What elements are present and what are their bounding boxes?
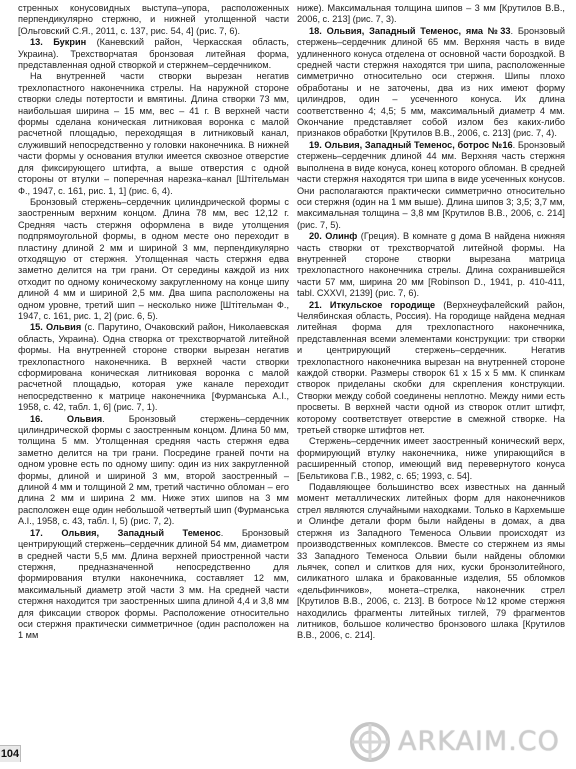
entry-number: 17. [30, 527, 43, 538]
right-paragraph [297, 140, 565, 231]
entry-text: На внутренней части створки вырезан негатив трехлопастного наконечника стрелы. На наружной стороне створки следы потертости и вмятины. Длина створки 73 мм, наибольшая ширина – 15 мм, вес – 41 г. В верхней части формы сделана коническая литниковая воронка с малой расчетной площадью, переходящая в литниковый канал, служивший непосредственно у головки наконечника. В нижней части формы у основания втулки имеется сквозное отверстие для фиксирующего штифта, а выше отверстия с одной стороны от втулки – поперечная нарезка–канал [Штітельман Ф., 1947, с. 161, рис. 1, 1] (рис. 6, 4). [18, 71, 289, 196]
entry-text: Стержень–сердечник имеет заостренный конический верх, формирующий втулку наконечника, ниже упирающийся в расширенный стопор, имеющий вид перевернутого конуса [Бельтикова Г.В., 1982, с. 65; 1993, с. 54]. [297, 436, 565, 481]
right-paragraph [297, 436, 565, 482]
left-paragraph [18, 71, 289, 196]
left-paragraph [18, 37, 289, 71]
entry-text: (с. Парутино, Очаковский район, Николаевская область, Украина). Одна створка от трехстворчатой литейной формы. На внутренней стороне створки вырезан негатив трехлопастного наконечника. В верхней части створки сформирована коническая литниковая воронка с малой расчетной площадью, которая уже канале переходит непосредственно к матрице наконечника [Фурманська А.І., 1958, с. 42, табл. 1, 6] (рис. 7, 1). [18, 322, 289, 413]
right-paragraph [297, 482, 565, 642]
entry-text: (Каневский район, Черкасская область, Украина). Трехстворчатая бронзовая литейная форма, представленная одной створкой и стержнем–сердечником. [18, 37, 289, 71]
entry-number: 16. [30, 413, 43, 424]
right-paragraph [297, 300, 565, 437]
left-paragraph [18, 3, 289, 37]
entry-title: Иткульское городище [329, 299, 436, 310]
entry-title: Ольвия [66, 413, 103, 424]
entry-title: Букрин [53, 37, 87, 48]
watermark [348, 720, 570, 764]
watermark-text: ARKAIM.CO [398, 726, 560, 757]
entry-number: 19. [309, 139, 322, 150]
entry-number: 13. [30, 37, 43, 48]
left-text-column [18, 3, 289, 742]
entry-text: (Греция). В комнате g дома B найдена нижняя часть створки от трехстворчатой литейной формы. На внутренней стороне створки вырезана матрица трехлопастного наконечника стрелы. Длина сохранившейся части 57 мм, ширина 20 мм [Robinson D., 1941, p. 410-411, tabl. CXXVI, 2139] (рис. 7, 6). [297, 231, 565, 299]
entry-title: Ольвия, Западный Теменос, яма №33 [326, 25, 511, 36]
entry-title: Ольвия, Западный Теменос, ботрос №16 [324, 139, 513, 150]
right-text-column [297, 3, 565, 742]
entry-title: Ольвия, Западный Теменос [61, 527, 221, 538]
entry-number: 15. [30, 322, 43, 333]
right-paragraph [297, 231, 565, 299]
entry-number: 18. [309, 25, 322, 36]
entry-text: (Верхнеуфалейский район, Челябинская область, Россия). На городище найдена медная литейная форма для трехлопастного наконечника, представленная всеми элементами конструкции: три створки и центрирующий стержень–сердечник. Негатив трехлопастного наконечника вырезан на внутренней стороне каждой створки. Размеры створок 61 х 15 х 5 мм. К спинкам створок приделаны скобки для скрепления конструкции. Створки между собой соединены неплотно. Между ними есть просветы. В верхней части одной из створок отлит штифт, которому соответствует отверстие в смежной створке. На третьей створке штифтов нет. [297, 299, 565, 436]
entry-text: . Бронзовый центрирующий стержень–сердечник длиной 54 мм, диаметром в средней части 5,5 мм. Длина верхней приостренной части стержня, предназначенной непосредственно для формирования втулки наконечника, составляет 12 мм, максимальный диаметр этой части 3 мм. На средней части стержня находится три заостренных шипа длиной 4,4 и 3,8 мм для фиксации створок формы. Расположение относительно оси стержня практически симметричное (один расположен на 1 мм [18, 527, 289, 641]
entry-number: 21. [309, 299, 322, 310]
entry-text: стренных конусовидных выступа–упора, расположенных перпендикулярно стержню, и нижней утолщенной части [Ольговский С.Я., 2011, с. 137, рис. 54, 4] (рис. 7, 6). [18, 3, 289, 36]
left-paragraph [18, 197, 289, 322]
entry-text: ниже). Максимальная толщина шипов – 3 мм [Крутилов В.В., 2006, с. 213] (рис. 7, 3). [297, 3, 565, 25]
entry-title: Олинф [325, 231, 358, 242]
entry-text: Подавляющее большинство всех известных на данный момент металлических литейных форм для наконечников стрел являются случайными находками. Только в Кархемыше и Олинфе детали форм были найдены в домах, а два стержня из Западного Теменоса Ольвии происходят из производственных комплексов. Вместе со стержнем из ямы 33 Западного Теменоса Ольвии были найдены обломки льячек, сопел и слитков для них, куски бронзолитейного, силикатного шлака и бракованные изделия, 55 обломков «дельфинчиков», монета–стрелка, наконечник стрел [Крутилов В.В., 2006, с. 213]. В ботросе №12 кроме стержня находились фрагменты литейных тиглей, 79 фрагментов литников, большое количество бронзового шлака [Крутилов В.В., 2006, с. 214]. [297, 482, 565, 641]
entry-text: . Бронзовый стержень–сердечник длиной 65 мм. Верхняя часть в виде удлиненного конуса отделена от основной части бороздкой. В средней части стержня находятся три шипа, расположенные симметрично относительно оси стержня. Шипы плохо обработаны и не заточены, два из них имеют форму цилиндров, один – усеченного конуса. Их длина соответственно 4; 4,5; 5 мм, максимальный диаметр 4 мм. Окончание представляет собой излом без каких-либо признаков обработки [Крутилов В.В., 2006, с. 213] (рис. 7, 4). [297, 25, 565, 139]
right-paragraph [297, 3, 565, 26]
entry-text: . Бронзовый стержень–сердечник цилиндрической формы с заостренным концом. Длина 50 мм, толщина 5 мм. Утолщенная средняя часть стержня едва заметно делится на три грани. Посредине граней почти на одном уровне есть по одному шипу: один из них закругленной формы, длиной и шириной 3 мм, второй заостренный – длиной 4 мм и толщиной 2 мм, третий частично обломан – его длина 2 мм и ширина 2 мм. Ниже этих шипов на 3 мм расположен еще один небольшой четвертый шип (Фурманська А.І., 1958, с. 43, табл. I, 5) (рис. 7, 2). [18, 413, 289, 527]
left-paragraph [18, 414, 289, 528]
entry-text: . Бронзовый стержень–сердечник длиной 44 мм. Верхняя часть стержня выполнена в виде конуса, конец которого обломан. В средней части стержня находятся три шипа в виде усеченных конусов. Они располагаются практически симметрично относительно оси стержня (один на 1 мм выше). Длина шипов 3; 3,5; 3,7 мм, максимальная толщина – 3,8 мм [Крутилов В.В., 2006, с. 214] (рис. 7, 5). [297, 139, 565, 230]
page-number: 104 [0, 745, 21, 762]
left-paragraph [18, 528, 289, 642]
entry-title: Ольвия [46, 322, 82, 333]
entry-text: Бронзовый стержень–сердечник цилиндрической формы с заостренным верхним концом. Длина 78 мм, вес 12,12 г. Средняя часть стержня оформлена в виде утолщения подпрямоугольной формы, в одном месте оно переходит в пластину длиной 2 мм и шириной 3 мм, перпендикулярно отходящую от стержня. Утолщенная часть стержня едва заметно делится на три грани. От середины каждой из них отходит по одному коническому закругленному на конце шипу длиной 4 мм и шириной 2,5 мм. Два шипа расположены на одном уровне, третий шип – несколько ниже [Штітельман Ф., 1947, с. 161, рис. 1, 2] (рис. 6, 5). [18, 196, 289, 321]
entry-number: 20. [309, 231, 322, 242]
right-paragraph [297, 26, 565, 140]
left-paragraph [18, 322, 289, 413]
